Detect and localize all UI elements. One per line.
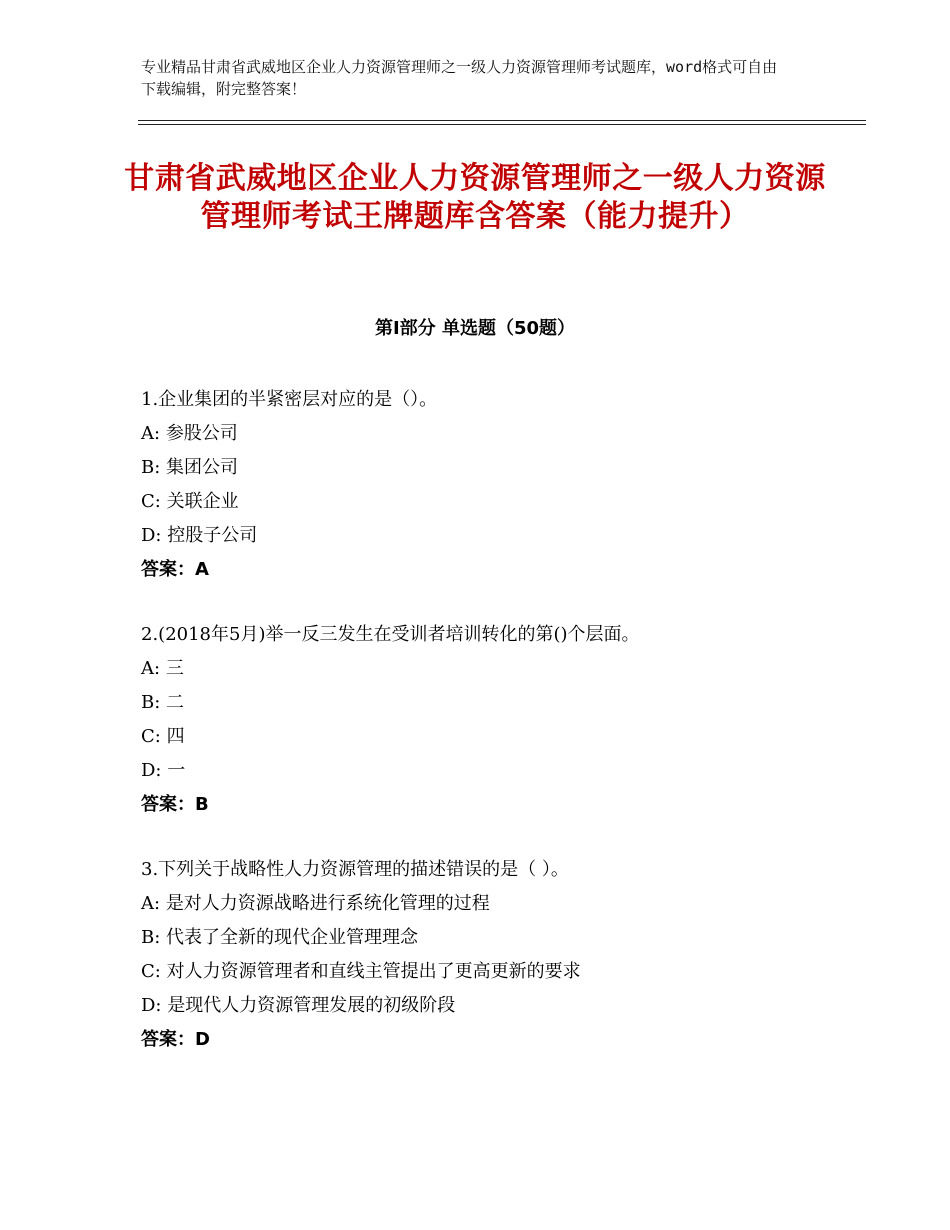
option-text: 集团公司 [166, 457, 239, 478]
option-a [141, 652, 841, 686]
option-letter: C: [141, 961, 161, 982]
option-text: 三 [165, 658, 184, 679]
question-stem: 2.(2018年5月)举一反三发生在受训者培训转化的第()个层面。 [141, 624, 640, 645]
option-letter: B: [141, 927, 161, 948]
option-letter: A: [141, 423, 161, 444]
answer-line: 答案：D [141, 1029, 210, 1050]
question-item [141, 618, 841, 822]
option-letter: B: [141, 692, 161, 713]
option-c [141, 485, 841, 519]
question-item [141, 853, 841, 1057]
option-text: 四 [166, 726, 185, 747]
option-letter: D: [141, 525, 162, 546]
option-a [141, 417, 841, 451]
option-letter: A: [141, 893, 161, 914]
answer-line: 答案：B [141, 794, 209, 815]
option-b [141, 451, 841, 485]
question-stem: 3.下列关于战略性人力资源管理的描述错误的是（ ）。 [141, 859, 569, 880]
header-divider-top [138, 120, 866, 121]
document-title: 甘肃省武威地区企业人力资源管理师之一级人力资源管理师考试王牌题库含答案（能力提升） [124, 161, 826, 234]
section-heading: 第Ⅰ部分 单选题（50题） [374, 318, 575, 339]
header-divider-bottom [138, 124, 866, 125]
option-b [141, 686, 841, 720]
option-letter: B: [141, 457, 161, 478]
question-stem: 1.企业集团的半紧密层对应的是（）。 [141, 389, 438, 410]
option-b [141, 921, 841, 955]
option-text: 对人力资源管理者和直线主管提出了更高更新的要求 [166, 961, 581, 982]
option-letter: C: [141, 726, 161, 747]
header-note: 专业精品甘肃省武威地区企业人力资源管理师之一级人力资源管理师考试题库，word格式可自由下载编辑，附完整答案！ [141, 58, 778, 98]
option-text: 是现代人力资源管理发展的初级阶段 [167, 995, 456, 1016]
option-d [141, 519, 841, 553]
option-text: 代表了全新的现代企业管理理念 [166, 927, 419, 948]
option-d [141, 989, 841, 1023]
option-c [141, 955, 841, 989]
option-letter: A: [141, 658, 161, 679]
answer-line: 答案：A [141, 559, 209, 580]
option-letter: C: [141, 491, 161, 512]
option-letter: D: [141, 995, 162, 1016]
option-a [141, 887, 841, 921]
question-item [141, 383, 841, 587]
option-text: 参股公司 [165, 423, 238, 444]
question-list [141, 383, 841, 1088]
option-text: 二 [166, 692, 185, 713]
option-text: 一 [167, 760, 186, 781]
option-text: 控股子公司 [167, 525, 258, 546]
option-c [141, 720, 841, 754]
option-text: 关联企业 [166, 491, 239, 512]
option-letter: D: [141, 760, 162, 781]
option-d [141, 754, 841, 788]
option-text: 是对人力资源战略进行系统化管理的过程 [165, 893, 490, 914]
